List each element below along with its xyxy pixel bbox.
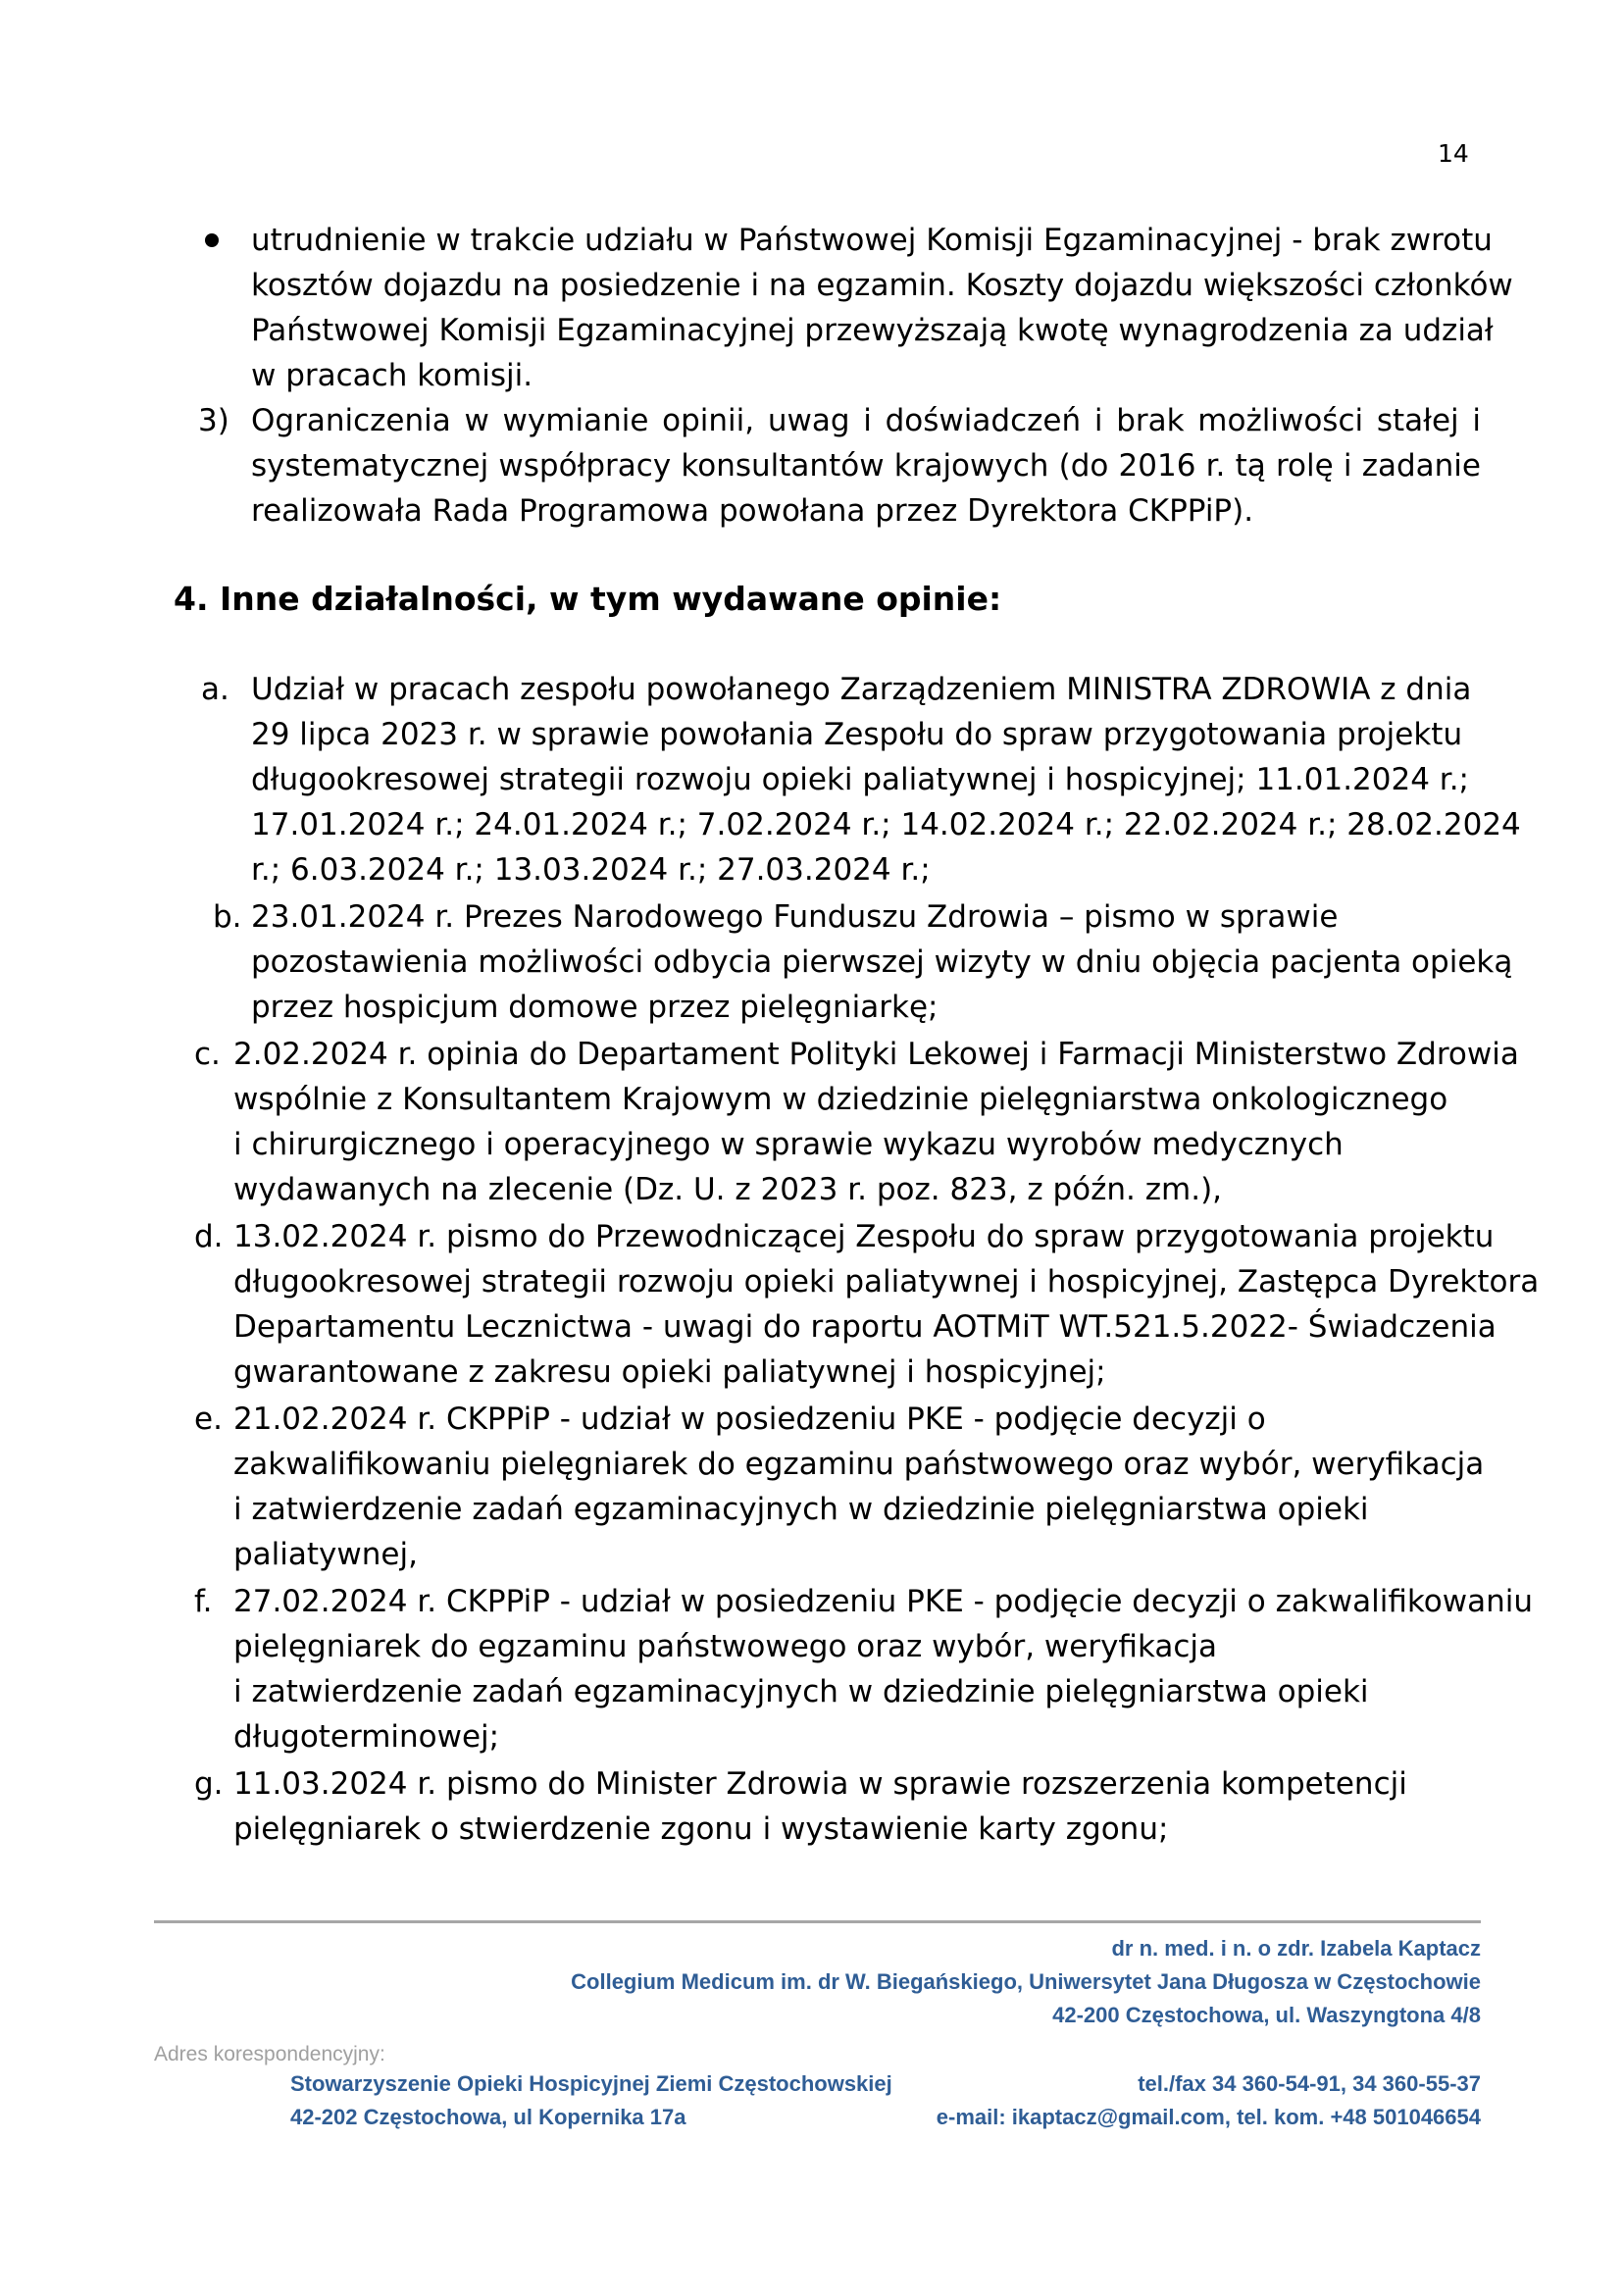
list-marker: a. <box>201 672 229 707</box>
footer-phone-fax: tel./fax 34 360-54-91, 34 360-55-37 <box>1138 2071 1481 2096</box>
text-line: Ograniczenia w wymianie opinii, uwag i doświadczeń i brak możliwości stałej i <box>251 403 1481 438</box>
list-marker: b. <box>213 899 242 935</box>
text-line: realizowała Rada Programowa powołana przez Dyrektora CKPPiP). <box>251 493 1254 529</box>
text-line: długookresowej strategii rozwoju opieki paliatywnej i hospicyjnej; 11.01.2024 r.; <box>251 762 1469 797</box>
list-marker: d. <box>194 1219 224 1254</box>
text-line: pielęgniarek do egzaminu państwowego oraz wybór, weryfikacja <box>233 1629 1218 1664</box>
text-line: i zatwierdzenie zadań egzaminacyjnych w dziedzinie pielęgniarstwa opieki <box>233 1674 1369 1709</box>
list-marker: e. <box>194 1402 223 1437</box>
list-marker: 3) <box>198 403 229 438</box>
section-heading: 4. Inne działalności, w tym wydawane opinie: <box>174 580 1002 618</box>
text-line: 27.02.2024 r. CKPPiP - udział w posiedzeniu PKE - podjęcie decyzji o zakwalifikowaniu <box>233 1584 1533 1619</box>
text-line: r.; 6.03.2024 r.; 13.03.2024 r.; 27.03.2024 r.; <box>251 852 931 888</box>
text-line: w pracach komisji. <box>251 358 533 393</box>
text-line: zakwalifikowaniu pielęgniarek do egzaminu państwowego oraz wybór, weryfikacja <box>233 1447 1485 1482</box>
footer-contact: e-mail: ikaptacz@gmail.com, tel. kom. +48 501046654 <box>936 2105 1481 2129</box>
text-line: 17.01.2024 r.; 24.01.2024 r.; 7.02.2024 r.; 14.02.2024 r.; 22.02.2024 r.; 28.02.2024 <box>251 807 1521 842</box>
text-line: 23.01.2024 r. Prezes Narodowego Funduszu Zdrowia – pismo w sprawie <box>251 899 1339 935</box>
text-line: pozostawienia możliwości odbycia pierwszej wizyty w dniu objęcia pacjenta opieką <box>251 944 1513 980</box>
text-line: 13.02.2024 r. pismo do Przewodniczącej Zespołu do spraw przygotowania projektu <box>233 1219 1495 1254</box>
footer-divider <box>154 1920 1481 1923</box>
text-line: kosztów dojazdu na posiedzenie i na egzamin. Koszty dojazdu większości członków <box>251 268 1513 303</box>
text-line: wspólnie z Konsultantem Krajowym w dziedzinie pielęgniarstwa onkologicznego <box>233 1082 1448 1117</box>
footer-org-name: Stowarzyszenie Opieki Hospicyjnej Ziemi Częstochowskiej <box>290 2071 892 2096</box>
list-marker: g. <box>194 1766 224 1802</box>
text-line: paliatywnej, <box>233 1537 418 1572</box>
text-line: i chirurgicznego i operacyjnego w sprawie wykazu wyrobów medycznych <box>233 1127 1344 1162</box>
text-line: przez hospicjum domowe przez pielęgniarkę; <box>251 990 939 1025</box>
bullet-icon <box>205 233 219 247</box>
footer-affiliation: Collegium Medicum im. dr W. Biegańskiego, Uniwersytet Jana Długosza w Częstochowie <box>571 1969 1481 1994</box>
page-number: 14 <box>1438 139 1469 168</box>
text-line: pielęgniarek o stwierdzenie zgonu i wystawienie karty zgonu; <box>233 1811 1169 1847</box>
text-line: systematycznej współpracy konsultantów krajowych (do 2016 r. tą rolę i zadanie <box>251 448 1481 484</box>
list-marker: f. <box>194 1584 213 1619</box>
text-line: utrudnienie w trakcie udziału w Państwowej Komisji Egzaminacyjnej - brak zwrotu <box>251 223 1493 258</box>
text-line: 21.02.2024 r. CKPPiP - udział w posiedzeniu PKE - podjęcie decyzji o <box>233 1402 1266 1437</box>
text-line: wydawanych na zlecenie (Dz. U. z 2023 r. poz. 823, z późn. zm.), <box>233 1172 1223 1207</box>
text-line: Państwowej Komisji Egzaminacyjnej przewyższają kwotę wynagrodzenia za udział <box>251 313 1494 348</box>
footer-author: dr n. med. i n. o zdr. Izabela Kaptacz <box>1111 1936 1481 1961</box>
footer-org-address: 42-202 Częstochowa, ul Kopernika 17a <box>290 2105 686 2129</box>
text-line: 29 lipca 2023 r. w sprawie powołania Zespołu do spraw przygotowania projektu <box>251 717 1463 752</box>
text-line: i zatwierdzenie zadań egzaminacyjnych w dziedzinie pielęgniarstwa opieki <box>233 1492 1369 1527</box>
footer-correspondence-label: Adres korespondencyjny: <box>154 2043 385 2065</box>
text-line: 2.02.2024 r. opinia do Departament Polityki Lekowej i Farmacji Ministerstwo Zdrowia <box>233 1037 1519 1072</box>
text-line: Udział w pracach zespołu powołanego Zarządzeniem MINISTRA ZDROWIA z dnia <box>251 672 1472 707</box>
text-line: 11.03.2024 r. pismo do Minister Zdrowia w sprawie rozszerzenia kompetencji <box>233 1766 1407 1802</box>
text-line: gwarantowane z zakresu opieki paliatywnej i hospicyjnej; <box>233 1354 1106 1390</box>
list-marker: c. <box>194 1037 221 1072</box>
text-line: Departamentu Lecznictwa - uwagi do raportu AOTMiT WT.521.5.2022- Świadczenia <box>233 1309 1497 1345</box>
footer-address: 42-200 Częstochowa, ul. Waszyngtona 4/8 <box>1052 2003 1481 2027</box>
text-line: długookresowej strategii rozwoju opieki paliatywnej i hospicyjnej, Zastępca Dyrektora <box>233 1264 1540 1300</box>
text-line: długoterminowej; <box>233 1719 500 1755</box>
